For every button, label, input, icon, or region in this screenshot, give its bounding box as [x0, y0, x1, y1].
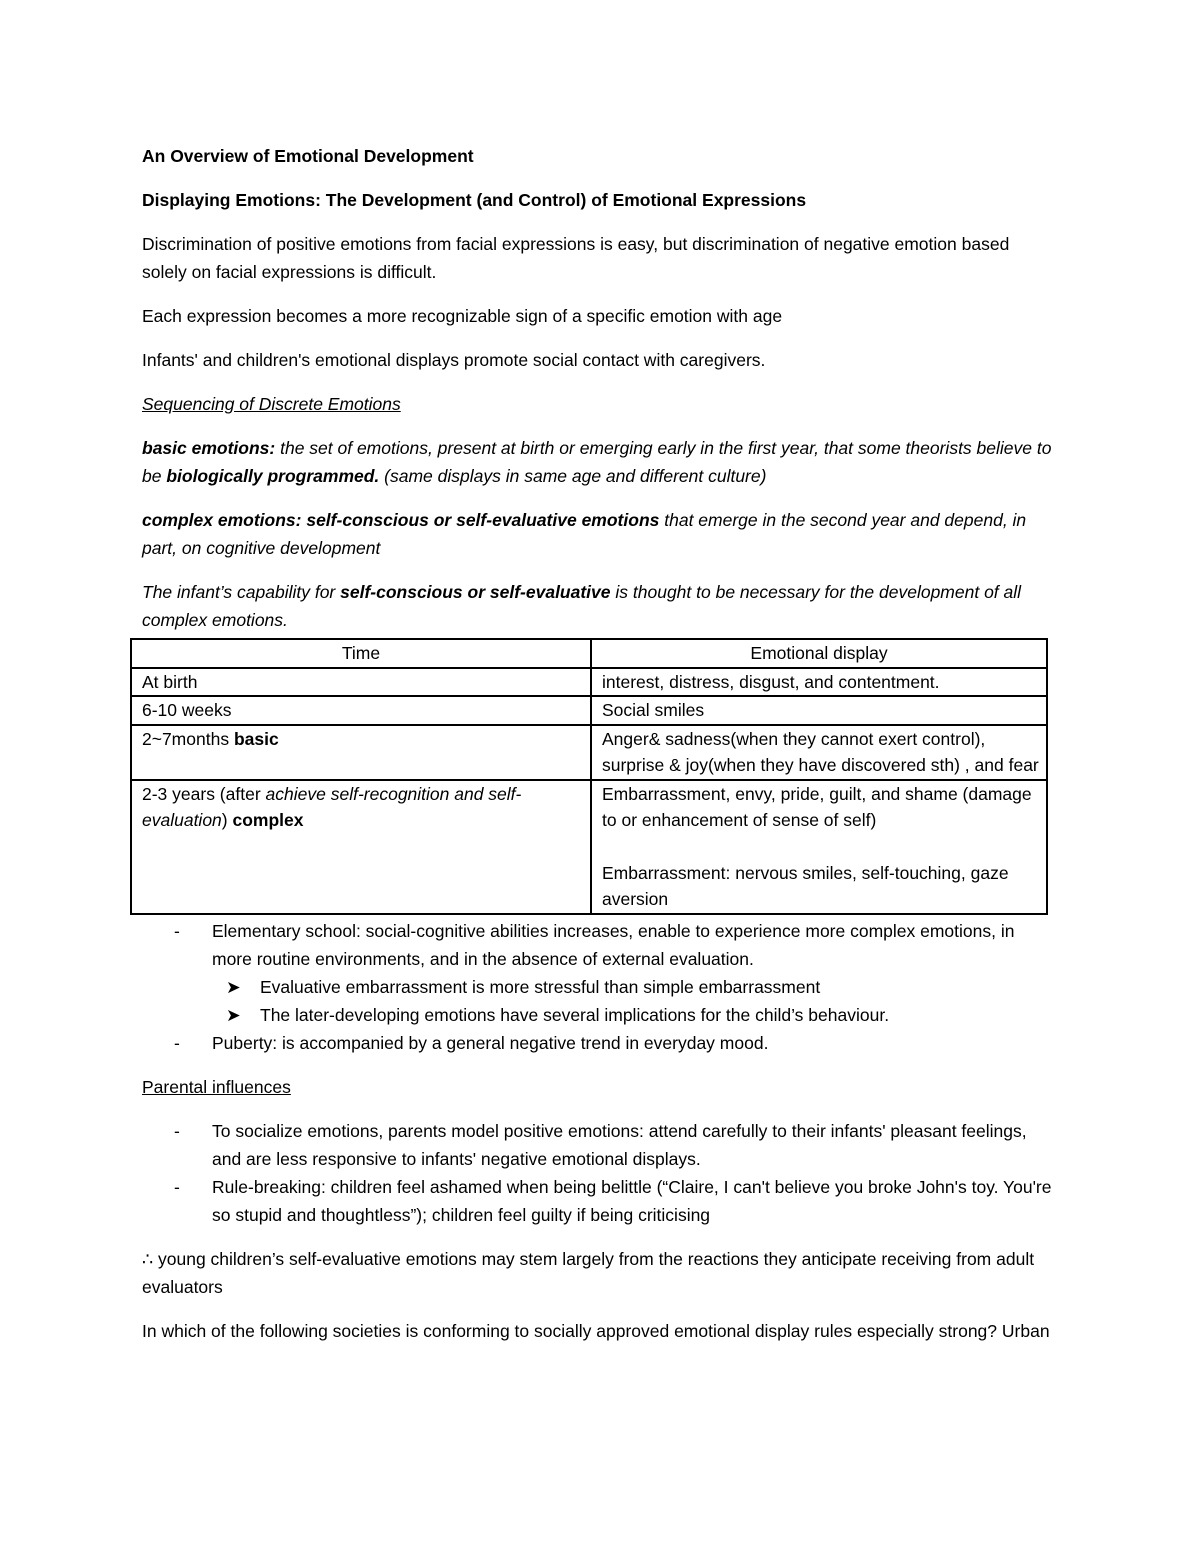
time-b: ) — [221, 810, 233, 830]
time-plain: 2~7months — [142, 728, 234, 749]
arrow-bullet-icon: ➤ — [226, 976, 241, 997]
parental-list — [142, 1117, 1052, 1229]
time-italic: achieve self-recognition and self-evaluation — [142, 783, 522, 830]
list-item-text: Elementary school: social-cognitive abilities increases, enable to experience more complex emotions, in more routine environments, and in the absence of external evaluation. — [212, 920, 1015, 969]
basic-emotions-text: the set of emotions, present at birth or emerging early in the first year, that some theorists believe to be — [142, 438, 1052, 486]
term-basic-emotions: basic emotions: — [142, 438, 276, 458]
cell-time — [131, 780, 591, 914]
sub-list-item — [212, 973, 1052, 1001]
section-heading: Displaying Emotions: The Development (and Control) of Emotional Expressions — [142, 190, 807, 210]
term-complex-emotions: complex emotions: self-conscious or self-evaluative emotions — [142, 510, 660, 530]
cell-time: 6-10 weeks — [131, 696, 591, 725]
paragraph-discrimination: Discrimination of positive emotions from facial expressions is easy, but discrimination of negative emotion based solely on facial expressions is difficult. — [142, 234, 1010, 282]
emotion-timeline-table — [130, 638, 1048, 915]
table-row — [131, 725, 1047, 780]
paragraph-complex-emotions — [142, 506, 1052, 562]
list-item — [142, 1029, 1052, 1057]
subsection-parental-influences: Parental influences — [142, 1076, 291, 1097]
display-part-1: Embarrassment, envy, pride, guilt, and shame (damage to or enhancement of sense of self) — [602, 783, 1032, 830]
cell-spacer — [602, 834, 1046, 860]
document-content — [142, 142, 1052, 1361]
capability-text-1: The infant’s capability for — [142, 582, 341, 602]
capability-text-2: is thought to be necessary for the development of all complex emotions. — [142, 582, 1022, 630]
subsection-sequencing: Sequencing of Discrete Emotions — [142, 394, 401, 414]
display-part-2: Embarrassment: nervous smiles, self-touching, gaze aversion — [602, 862, 1009, 909]
time-bold: basic — [233, 728, 279, 749]
list-item-text: To socialize emotions, parents model positive emotions: attend carefully to their infants' pleasant feelings, and are less responsive to infants' negative emotional displays. — [212, 1120, 1027, 1169]
cell-display — [591, 780, 1047, 914]
complex-emotions-text: that emerge in the second year and depend, in part, on cognitive development — [142, 510, 1027, 558]
list-item — [142, 917, 1052, 1029]
list-item — [142, 1117, 1052, 1173]
paragraph-expression-age: Each expression becomes a more recognizable sign of a specific emotion with age — [142, 306, 783, 326]
list-item — [142, 1173, 1052, 1229]
document-title: An Overview of Emotional Development — [142, 146, 474, 166]
table-header-row — [131, 639, 1047, 668]
list-item-text: Puberty: is accompanied by a general negative trend in everyday mood. — [212, 1032, 769, 1053]
table-row — [131, 696, 1047, 725]
basic-emotions-note: (same displays in same age and different culture) — [379, 466, 767, 486]
paragraph-social-contact: Infants' and children's emotional displays promote social contact with caregivers. — [142, 350, 766, 370]
time-a: 2-3 years (after — [142, 783, 266, 804]
paragraph-capability — [142, 578, 1052, 634]
dash-bullet: - — [174, 1120, 180, 1141]
dash-bullet: - — [174, 920, 180, 941]
sub-list-text: Evaluative embarrassment is more stressful than simple embarrassment — [260, 976, 821, 997]
arrow-bullet-icon: ➤ — [226, 1004, 241, 1025]
sub-list — [212, 973, 1052, 1029]
header-emotional-display: Emotional display — [591, 639, 1047, 668]
list-item-text: Rule-breaking: children feel ashamed when being belittle (“Claire, I can't believe you broke John's toy. You're so stupid and thoughtless”); children feel guilty if being criticising — [212, 1176, 1052, 1225]
cell-display: Anger& sadness(when they cannot exert control), surprise & joy(when they have discovered sth) , and fear — [591, 725, 1047, 780]
paragraph-basic-emotions — [142, 434, 1052, 490]
cell-time — [131, 725, 591, 780]
capability-bold: self-conscious or self-evaluative — [340, 582, 611, 602]
cell-time: At birth — [131, 668, 591, 697]
paragraph-question: In which of the following societies is conforming to socially approved emotional display rules especially strong? Urban — [142, 1320, 1050, 1341]
sub-list-item — [212, 1001, 1052, 1029]
paragraph-conclusion: ∴ young children’s self-evaluative emotions may stem largely from the reactions they anticipate receiving from adult evaluators — [142, 1248, 1035, 1297]
development-list — [142, 917, 1052, 1057]
table-row — [131, 668, 1047, 697]
cell-display: interest, distress, disgust, and contentment. — [591, 668, 1047, 697]
time-bold: complex — [232, 810, 304, 830]
table-row — [131, 780, 1047, 914]
header-time: Time — [131, 639, 591, 668]
dash-bullet: - — [174, 1176, 180, 1197]
biologically-programmed: biologically programmed. — [166, 466, 380, 486]
cell-display: Social smiles — [591, 696, 1047, 725]
dash-bullet: - — [174, 1032, 180, 1053]
sub-list-text: The later-developing emotions have several implications for the child’s behaviour. — [260, 1004, 890, 1025]
